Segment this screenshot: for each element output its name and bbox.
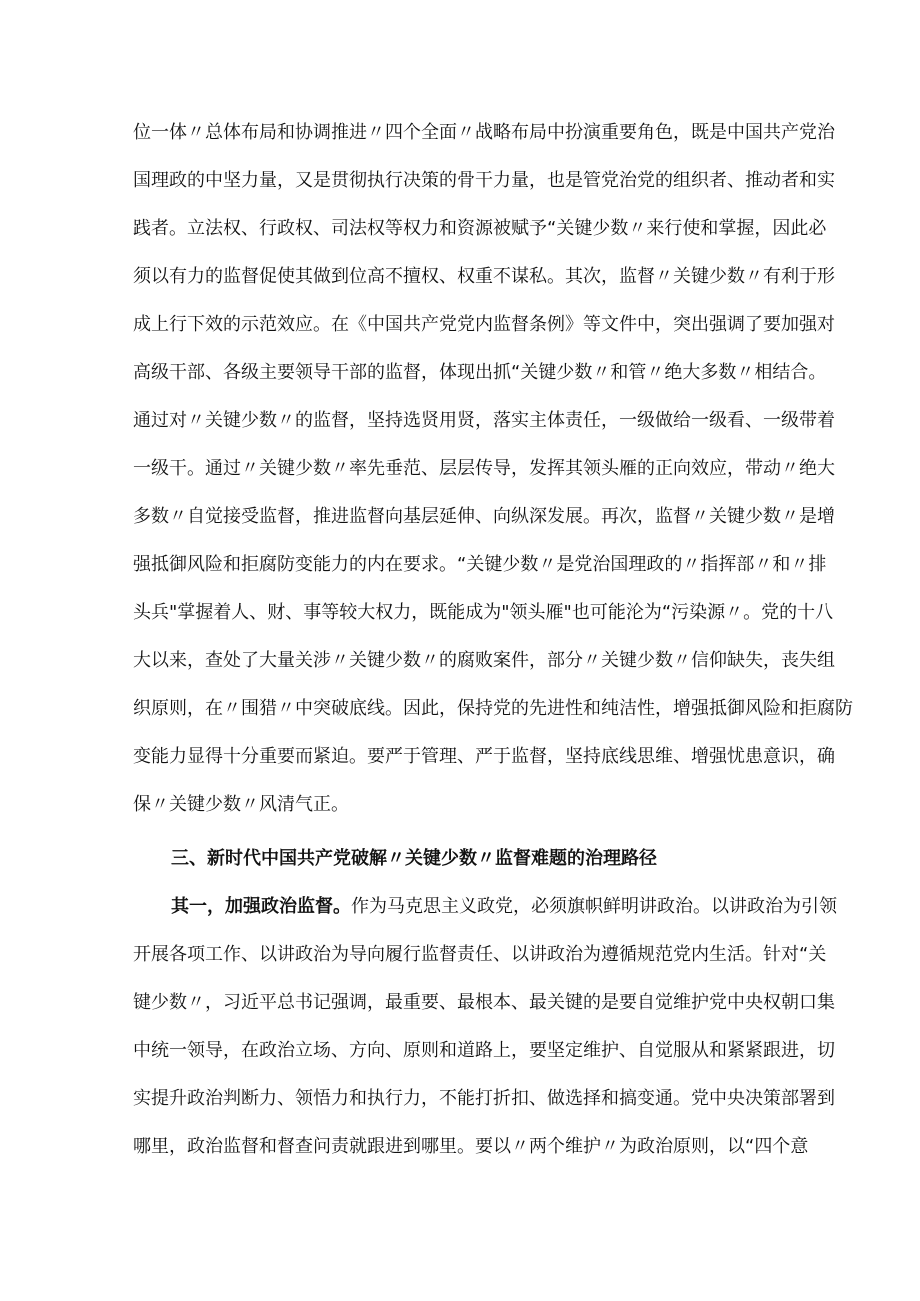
- paragraph-line: 保〃关键少数〃风清气正。: [133, 794, 349, 815]
- paragraph-line: 变能力显得十分重要而紧迫。要严于管理、严于监督，坚持底线思维、增强忧患意识，确: [133, 746, 835, 767]
- paragraph-lead-bold: 其一，加强政治监督。: [171, 896, 351, 917]
- paragraph-first-line: [171, 883, 837, 931]
- paragraph-line: 多数〃自觉接受监督，推进监督向基层延伸、向纵深发展。再次，监督〃关键少数〃是增: [133, 506, 835, 527]
- section-heading: 三、新时代中国共产党破解〃关键少数〃监督难题的治理路径: [171, 848, 657, 869]
- paragraph-line: 国理政的中坚力量，又是贯彻执行决策的骨干力量，也是管党治党的组织者、推动者和实: [133, 170, 835, 191]
- paragraph-line: 开展各项工作、以讲政治为导向履行监督责任、以讲政治为遵循规范党内生活。针对“关: [133, 944, 827, 965]
- paragraph-line: 须以有力的监督促使其做到位高不擅权、权重不谋私。其次，监督〃关键少数〃有利于形: [133, 266, 835, 287]
- paragraph-line: 位一体〃总体布局和协调推进〃四个全面〃战略布局中扮演重要角色，既是中国共产党治: [133, 122, 835, 143]
- paragraph-line: 哪里，政治监督和督查问责就跟进到哪里。要以〃两个维护〃为政治原则，以“四个意: [133, 1136, 809, 1157]
- paragraph-line: 织原则，在〃围猎〃中突破底线。因此，保持党的先进性和纯洁性，增强抵御风险和拒腐防: [133, 698, 853, 719]
- paragraph-first-line-text: 作为马克思主义政党，必须旗帜鲜明讲政治。以讲政治为引领: [351, 896, 837, 917]
- paragraph-line: 高级干部、各级主要领导干部的监督，体现出抓“关键少数〃和管〃绝大多数〃相结合。: [133, 362, 827, 383]
- paragraph-line: 中统一领导，在政治立场、方向、原则和道路上，要坚定维护、自觉服从和紧紧跟进，切: [133, 1040, 835, 1061]
- paragraph-line: 一级干。通过〃关键少数〃率先垂范、层层传导，发挥其领头雁的正向效应，带动〃绝大: [133, 458, 835, 479]
- paragraph-line: 成上行下效的示范效应。在《中国共产党党内监督条例》等文件中，突出强调了要加强对: [133, 314, 835, 335]
- paragraph-line: 键少数〃，习近平总书记强调，最重要、最根本、最关键的是要自觉维护党中央权朝口集: [133, 992, 835, 1013]
- paragraph-line: 实提升政治判断力、领悟力和执行力，不能打折扣、做选择和搞变通。党中央决策部署到: [133, 1088, 835, 1109]
- paragraph-line: 通过对〃关键少数〃的监督，坚持选贤用贤，落实主体责任，一级做给一级看、一级带着: [133, 410, 835, 431]
- paragraph-line: 大以来，查处了大量关涉〃关键少数〃的腐败案件，部分〃关键少数〃信仰缺失，丧失组: [133, 650, 835, 671]
- paragraph-line: 践者。立法权、行政权、司法权等权力和资源被赋予“关键少数〃来行使和掌握，因此必: [133, 218, 827, 239]
- paragraph-line: 头兵"掌握着人、财、事等较大权力，既能成为"领头雁"也可能沦为“污染源〃。党的十八: [133, 602, 834, 623]
- paragraph-line: 强抵御风险和拒腐防变能力的内在要求。“关键少数〃是党治国理政的〃指挥部〃和〃排: [133, 554, 827, 575]
